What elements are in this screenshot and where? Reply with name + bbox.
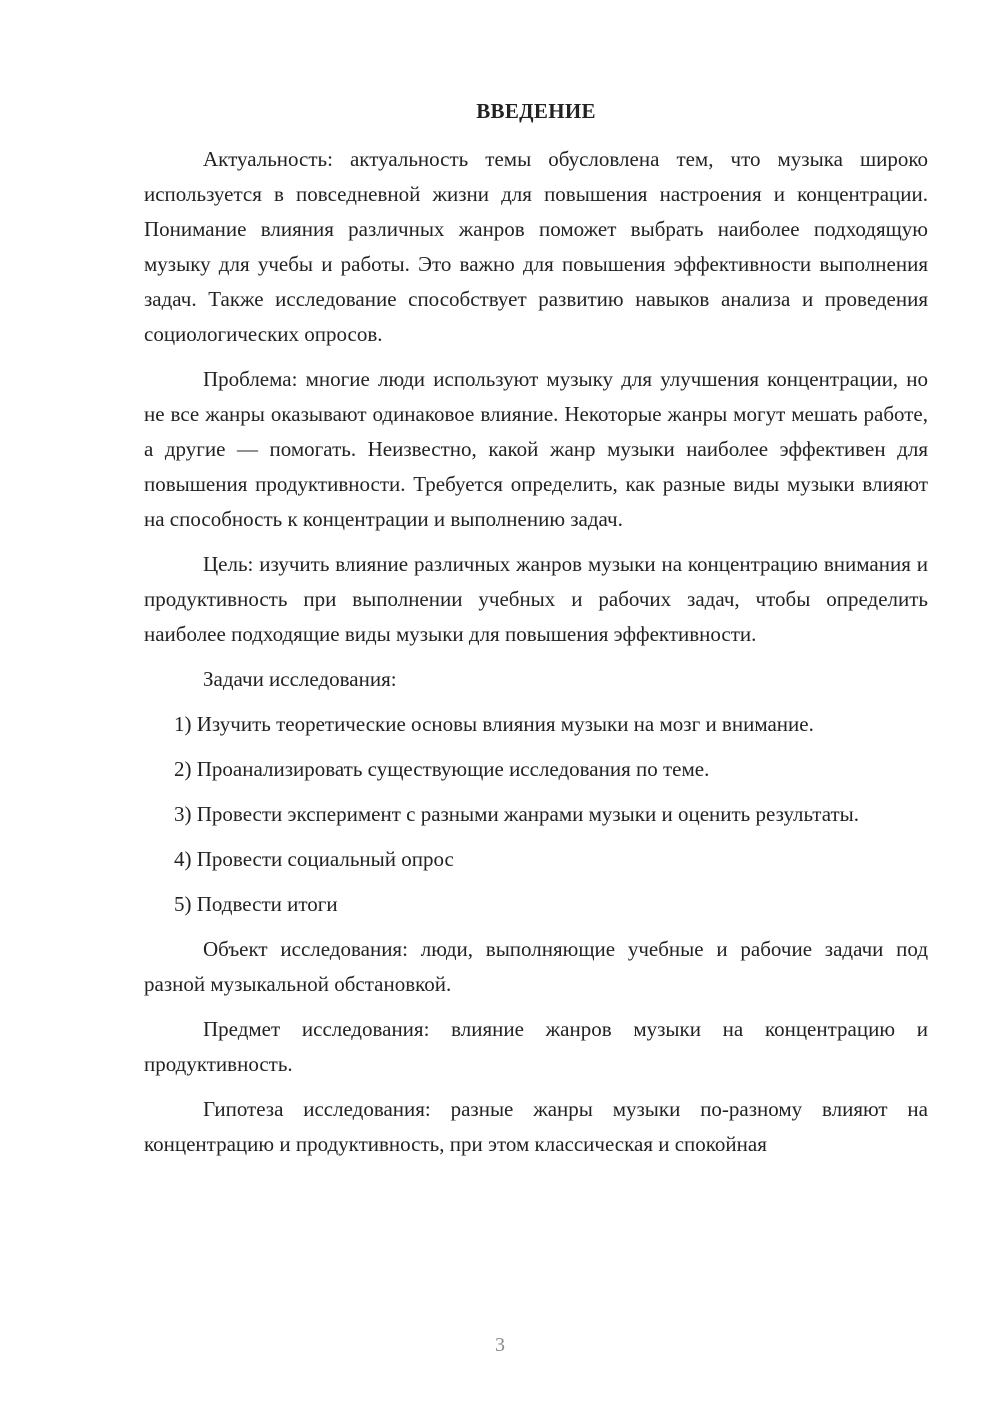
task-item-5: 5) Подвести итоги bbox=[174, 892, 338, 916]
paragraph-object: Объект исследования: люди, выполняющие учебные и рабочие задачи под разной музыкальной обстановкой. bbox=[144, 937, 928, 996]
document-body bbox=[144, 142, 928, 1172]
task-item-1: 1) Изучить теоретические основы влияния музыки на мозг и внимание. bbox=[174, 712, 814, 736]
task-item-2: 2) Проанализировать существующие исследования по теме. bbox=[174, 757, 710, 781]
paragraph-problem: Проблема: многие люди используют музыку для улучшения концентрации, но не все жанры оказывают одинаковое влияние. Некоторые жанры могут мешать работе, а другие — помогать. Неизвестно, какой жанр музыки наиболее эффективен для повышения продуктивности. Требуется определить, как разные виды музыки влияют на способность к концентрации и выполнению задач. bbox=[144, 367, 928, 531]
paragraph-subject: Предмет исследования: влияние жанров музыки на концентрацию и продуктивность. bbox=[144, 1017, 928, 1076]
task-item-3: 3) Провести эксперимент с разными жанрами музыки и оценить результаты. bbox=[174, 802, 860, 826]
task-item-4: 4) Провести социальный опрос bbox=[174, 847, 454, 871]
paragraph-goal: Цель: изучить влияние различных жанров музыки на концентрацию внимания и продуктивность при выполнении учебных и рабочих задач, чтобы определить наиболее подходящие виды музыки для повышения эффективности. bbox=[144, 552, 928, 646]
page-number: 3 bbox=[495, 1334, 505, 1356]
section-title: ВВЕДЕНИЕ bbox=[476, 99, 596, 123]
tasks-heading: Задачи исследования: bbox=[203, 667, 397, 691]
paragraph-hypothesis: Гипотеза исследования: разные жанры музыки по-разному влияют на концентрацию и продуктивность, при этом классическая и спокойная bbox=[144, 1097, 928, 1156]
paragraph-relevance: Актуальность: актуальность темы обусловлена тем, что музыка широко используется в повседневной жизни для повышения настроения и концентрации. Понимание влияния различных жанров поможет выбрать наиболее подходящую музыку для учебы и работы. Это важно для повышения эффективности выполнения задач. Также исследование способствует развитию навыков анализа и проведения социологических опросов. bbox=[144, 147, 928, 346]
